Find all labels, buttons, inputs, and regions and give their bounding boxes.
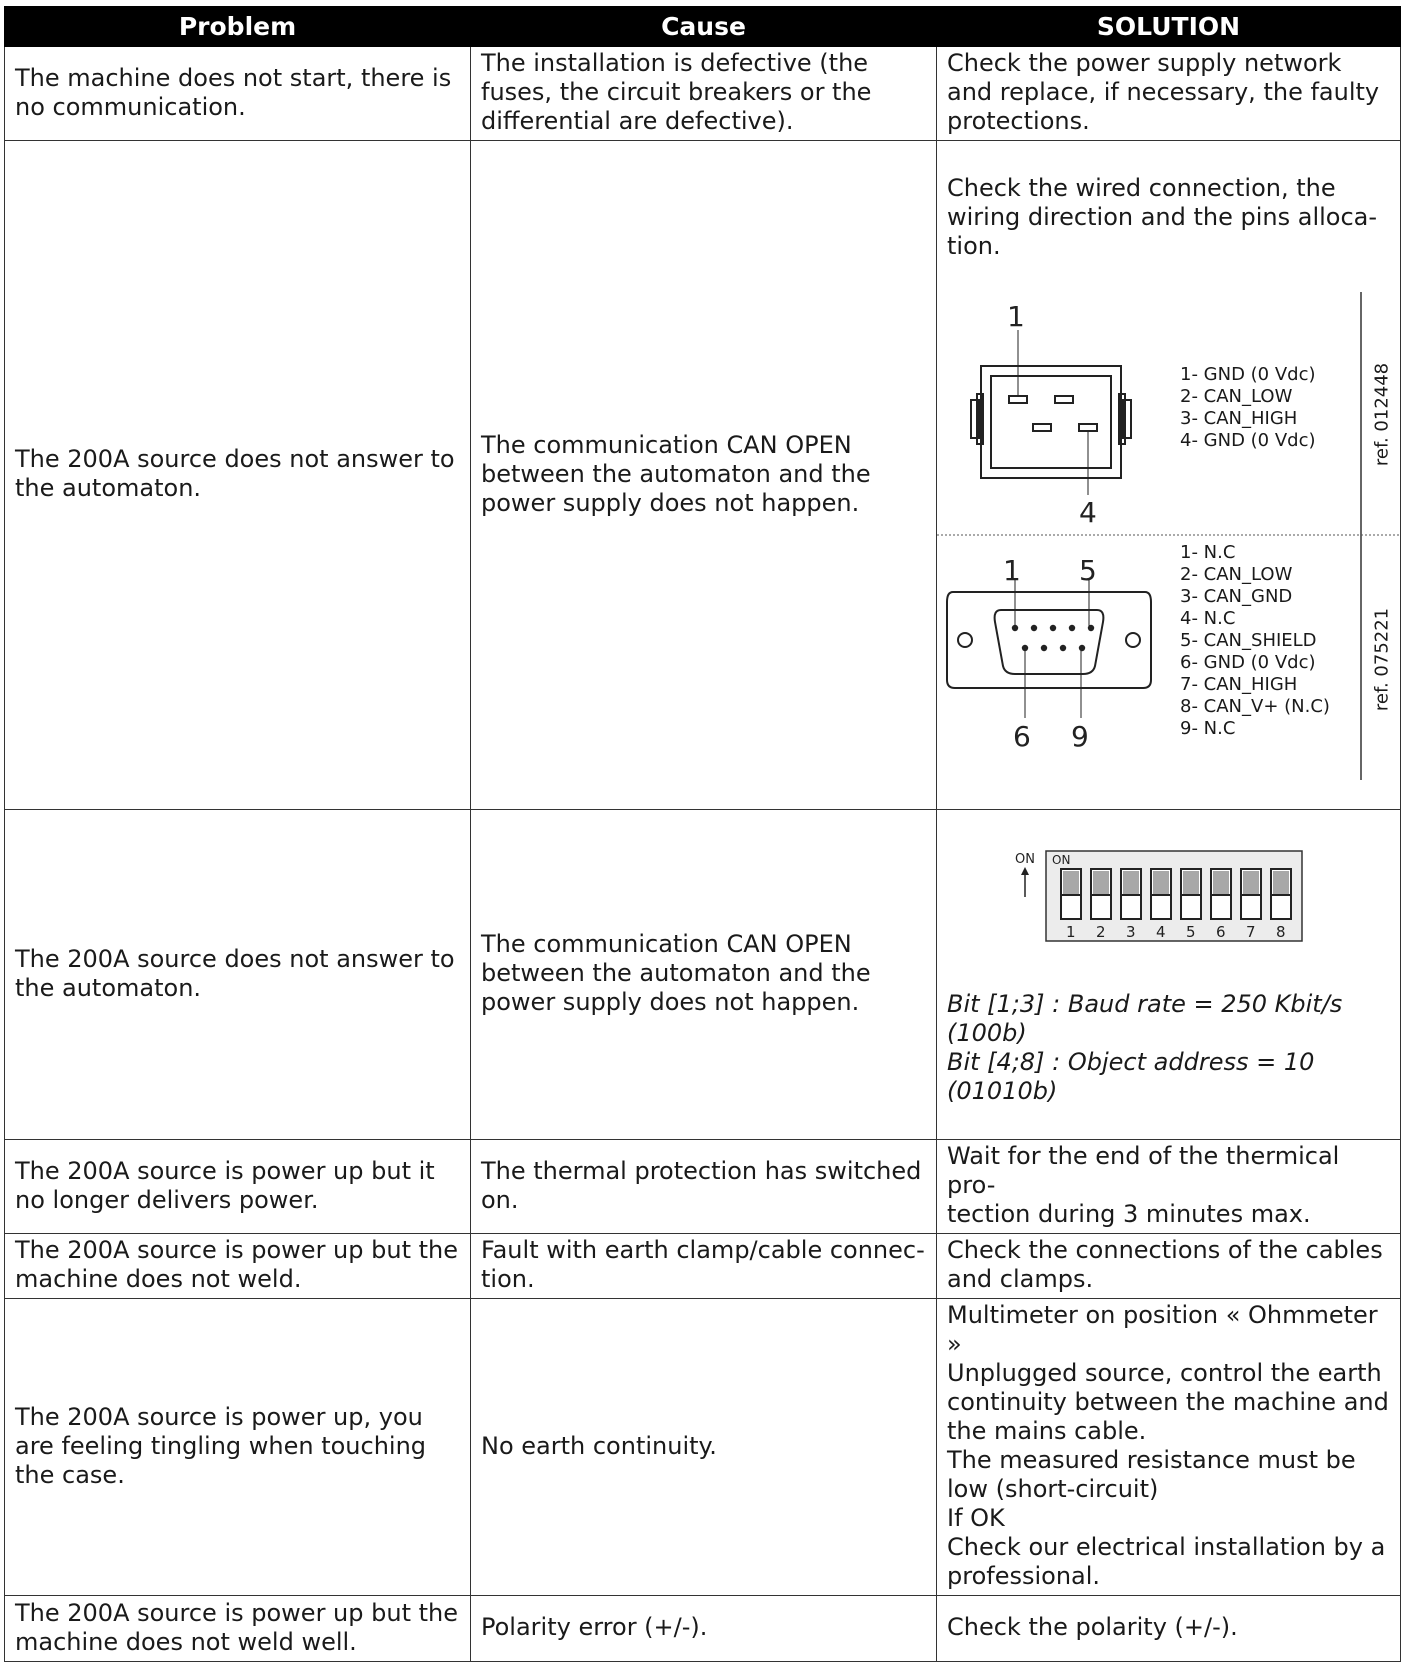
problem-cell: The 200A source does not answer to the automaton. xyxy=(5,810,471,1140)
troubleshooting-table xyxy=(4,6,1401,1662)
pin-label-9: 9 xyxy=(1071,720,1089,753)
pin-label-4: 4 xyxy=(1079,496,1097,529)
dip-switch-icon xyxy=(1007,847,1307,947)
solution-text: Check the wired connection, the wiring direction and the pins alloca- tion. xyxy=(947,174,1378,260)
cause-cell: Polarity error (+/-). xyxy=(471,1596,937,1662)
pin-label-1: 1 xyxy=(1003,554,1021,587)
dip-switch-number: 3 xyxy=(1126,923,1136,941)
cause-cell: Fault with earth clamp/cable connec- tion. xyxy=(471,1234,937,1299)
cause-cell: The communication CAN OPEN between the automaton and the power supply does not happen. xyxy=(471,810,937,1140)
connector-db9-icon xyxy=(947,580,1151,718)
solution-cell xyxy=(937,810,1401,1140)
solution-cell: Check the polarity (+/-). xyxy=(937,1596,1401,1662)
db9-pins xyxy=(1012,625,1094,651)
ref-075221: ref. 075221 xyxy=(1371,607,1393,712)
table-row xyxy=(5,141,1401,810)
pin-label-1: 1 xyxy=(1007,300,1025,333)
dip-switch-number: 4 xyxy=(1156,923,1166,941)
dip-switch-4 xyxy=(1151,869,1171,919)
dip-on-label: ON xyxy=(1015,852,1035,867)
solution-cell xyxy=(937,141,1401,810)
problem-cell: The 200A source is power up but the machine does not weld. xyxy=(5,1234,471,1299)
header-problem: Problem xyxy=(5,7,471,47)
table-row xyxy=(5,1234,1401,1299)
cause-cell: No earth continuity. xyxy=(471,1299,937,1596)
connector-4pin-pinout: 1- GND (0 Vdc) 2- CAN_LOW 3- CAN_HIGH 4- GND (0 Vdc) xyxy=(1180,364,1316,451)
dip-switch-number: 5 xyxy=(1186,923,1196,941)
header-cause: Cause xyxy=(471,7,937,47)
header-solution: SOLUTION xyxy=(937,7,1401,47)
dip-switch-number: 8 xyxy=(1276,923,1286,941)
problem-cell: The 200A source is power up but the machine does not weld well. xyxy=(5,1596,471,1662)
dip-switch-6 xyxy=(1211,869,1231,919)
table-row xyxy=(5,1596,1401,1662)
table-row xyxy=(5,1140,1401,1234)
dip-switch-2 xyxy=(1091,869,1111,919)
dip-switch-8 xyxy=(1271,869,1291,919)
dip-inner-on-label: ON xyxy=(1052,853,1071,867)
dip-switch-7 xyxy=(1241,869,1261,919)
table-row xyxy=(5,47,1401,141)
arrow-up-icon xyxy=(1021,867,1029,897)
dip-switch-1 xyxy=(1061,869,1081,919)
pin-label-5: 5 xyxy=(1079,554,1097,587)
header-row xyxy=(5,7,1401,47)
dip-switch-5 xyxy=(1181,869,1201,919)
dip-switch-3 xyxy=(1121,869,1141,919)
dip-switch-number: 6 xyxy=(1216,923,1226,941)
problem-cell: The 200A source does not answer to the automaton. xyxy=(5,141,471,810)
solution-cell: Multimeter on position « Ohmmeter » Unplugged source, control the earth continuity between the machine and the mains cable. The measured resistance must be low (short-circuit) If OK Check our electrical installation by a professional. xyxy=(937,1299,1401,1596)
problem-cell: The 200A source is power up, you are feeling tingling when touching the case. xyxy=(5,1299,471,1596)
connector-4pin-icon xyxy=(971,330,1131,495)
pin-label-6: 6 xyxy=(1013,720,1031,753)
ref-012448: ref. 012448 xyxy=(1371,362,1393,467)
dip-switch-number: 7 xyxy=(1246,923,1256,941)
table-row xyxy=(5,1299,1401,1596)
cause-cell: The installation is defective (the fuses, the circuit breakers or the differential are defective). xyxy=(471,47,937,141)
connector-diagrams xyxy=(937,290,1400,780)
connector-db9-pinout: 1- N.C 2- CAN_LOW 3- CAN_GND 4- N.C 5- CAN_SHIELD 6- GND (0 Vdc) 7- CAN_HIGH 8- CAN_V+ (N.C) 9- N.C xyxy=(1180,542,1330,739)
connector-drawings xyxy=(937,290,1401,780)
dip-switch-number: 1 xyxy=(1066,923,1076,941)
problem-cell: The 200A source is power up but it no longer delivers power. xyxy=(5,1140,471,1234)
cause-cell: The communication CAN OPEN between the automaton and the power supply does not happen. xyxy=(471,141,937,810)
solution-cell: Check the power supply network and replace, if necessary, the faulty protections. xyxy=(937,47,1401,141)
solution-cell: Wait for the end of the thermical pro- tection during 3 minutes max. xyxy=(937,1140,1401,1234)
table-row xyxy=(5,810,1401,1140)
cause-cell: The thermal protection has switched on. xyxy=(471,1140,937,1234)
dip-settings-text: Bit [1;3] : Baud rate = 250 Kbit/s (100b) Bit [4;8] : Object address = 10 (01010b) xyxy=(947,990,1343,1105)
problem-cell: The machine does not start, there is no communication. xyxy=(5,47,471,141)
dip-switch-number: 2 xyxy=(1096,923,1106,941)
solution-cell: Check the connections of the cables and clamps. xyxy=(937,1234,1401,1299)
